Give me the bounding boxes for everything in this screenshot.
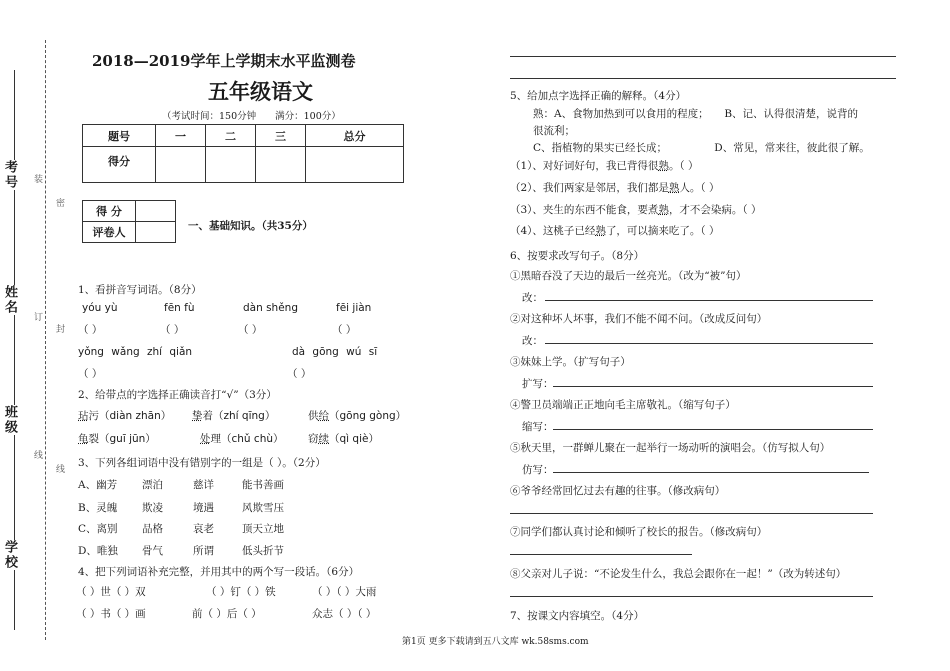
q4-idiom[interactable]: （ ）世（ ）双 (76, 586, 146, 598)
answer-line[interactable] (553, 386, 873, 387)
grader-box (82, 200, 176, 243)
q2-options[interactable]: （gōng gòng） (329, 410, 407, 422)
answer-line[interactable] (553, 429, 873, 430)
q2-item (192, 408, 275, 423)
section1-title: 一、基础知识。（共35分） (188, 220, 313, 232)
q2-dotted-char: 给 (318, 410, 329, 422)
score-cell[interactable] (156, 147, 206, 183)
field-class: 班级 (2, 405, 17, 435)
q3-word: 慈详 (193, 479, 214, 491)
q6-answer-label: 仿写： (522, 464, 554, 476)
q5-dotted-char: 熟 (668, 182, 680, 194)
q1-pinyin: yǒng wǎng zhí qiǎn (78, 346, 193, 358)
q3-word: B、灵魄 (78, 502, 118, 514)
q3-word: 欺凌 (142, 502, 163, 514)
q5-definition: 很流利； (533, 125, 575, 137)
q6-answer-label: 扩写： (522, 378, 554, 390)
q6-question: ②对这种坏人坏事，我们不能不闻不问。（改成反问句） (510, 313, 768, 325)
grader-score-label: 得 分 (83, 201, 136, 222)
q5-item[interactable] (510, 202, 762, 217)
score-row-label: 得分 (83, 147, 156, 183)
q4-idiom[interactable]: 前（ ）后（ ） (192, 608, 262, 620)
q3-word: C、离别 (78, 523, 118, 535)
page-title: 五年级语文 (208, 79, 313, 104)
q6-question: ④警卫员端端正正地向毛主席敬礼。（缩写句子） (510, 399, 736, 411)
q6-answer-label: 改： (522, 292, 543, 304)
q2-item (200, 431, 284, 446)
q5-dotted-char: 熟 (658, 160, 669, 172)
q2-dotted-char: 龟 (78, 433, 89, 445)
answer-line[interactable] (545, 300, 873, 301)
q6-question: ①黑暗吞没了天边的最后一丝亮光。（改为“被”句） (510, 270, 747, 282)
q3-word: 风欺雪压 (242, 502, 284, 514)
q5-text: 了，可以摘来吃了。（ ） (605, 225, 720, 237)
q3-option[interactable] (78, 500, 117, 515)
q3-word: D、唯独 (78, 545, 118, 557)
score-cell[interactable] (306, 147, 404, 183)
q6-title: 6、按要求改写句子。（8分） (510, 250, 645, 262)
q2-char: 着 (202, 410, 213, 422)
q6-question: ⑤秋天里，一群蝉儿聚在一起举行一场动听的演唱会。（仿写拟人句） (510, 442, 831, 454)
answer-line[interactable] (510, 56, 896, 57)
q5-dotted-char: 熟 (658, 204, 669, 216)
q4-title: 4、把下列词语补充完整，并用其中的两个写一段话。（6分） (78, 566, 360, 578)
q5-text: （4）、这桃子已经 (510, 225, 596, 237)
grader-name-label: 评卷人 (83, 222, 136, 243)
q3-title: 3、下列各组词语中没有错别字的一组是（ ）。（2分） (78, 457, 326, 469)
q5-definition: C、指植物的果实已经长成； D、常见，常来往，彼此很了解。 (533, 142, 870, 154)
q1-pinyin: fēi jiàn (336, 302, 372, 314)
q3-option[interactable] (78, 543, 118, 558)
seal-char: 线 (56, 465, 66, 475)
q2-dotted-char: 续 (318, 433, 329, 445)
q5-text: ，才不会染病。（ ） (668, 204, 762, 216)
q1-blank[interactable]: （ ） (78, 324, 103, 336)
q4-idiom[interactable]: 众志（ ）（ ） (312, 608, 377, 620)
q2-item (78, 431, 156, 446)
grader-score-cell[interactable] (136, 201, 176, 222)
q2-options[interactable]: （guī jūn） (99, 433, 156, 445)
q2-dotted-char: 处 (200, 433, 211, 445)
grader-name-cell[interactable] (136, 222, 176, 243)
q7-title: 7、按课文内容填空。（4分） (510, 610, 645, 622)
answer-line[interactable] (510, 554, 692, 555)
score-table-header: 三 (256, 125, 306, 147)
q5-title: 5、给加点字选择正确的解释。（4分） (510, 90, 687, 102)
answer-line[interactable] (510, 596, 873, 597)
q6-question: ⑧父亲对儿子说：“不论发生什么，我总会跟你在一起！”（改为转述句） (510, 568, 847, 580)
q2-char: 供 (308, 410, 319, 422)
q5-text: （2）、我们两家是邻居，我们都是 (510, 182, 669, 194)
q2-item (308, 408, 406, 423)
page-footer: 第1页 更多下载请到五八文库 wk.58sms.com (402, 637, 589, 647)
q6-answer-label: 改： (522, 335, 543, 347)
field-name: 姓名 (2, 285, 17, 315)
q5-dotted-char: 熟 (595, 225, 606, 237)
q1-blank[interactable]: （ ） (332, 324, 357, 336)
q3-word: 境遇 (193, 502, 214, 514)
answer-line[interactable] (510, 78, 896, 79)
q1-pinyin: dà gōng wú sī (292, 346, 378, 358)
q2-dotted-char: 挚 (192, 410, 203, 422)
seal-char: 装 (34, 175, 44, 185)
q2-options[interactable]: （qì qiè） (329, 433, 379, 445)
q6-question: ⑦同学们都认真讨论和倾听了校长的报告。（修改病句） (510, 526, 768, 538)
binding-line-seal (45, 40, 46, 640)
q1-blank[interactable]: （ ） (160, 324, 185, 336)
q3-option[interactable] (78, 477, 117, 492)
q2-options[interactable]: （diàn zhān） (99, 410, 172, 422)
score-table (82, 124, 404, 183)
q1-pinyin: dàn shěng (243, 302, 298, 314)
field-exam-number: 考号 (2, 160, 17, 190)
score-cell[interactable] (206, 147, 256, 183)
q5-text: （1）、对好词好句，我已背得很 (510, 160, 659, 172)
q6-question: ⑥爷爷经常回忆过去有趣的往事。（修改病句） (510, 485, 726, 497)
score-table-header: 二 (206, 125, 256, 147)
q2-char: 污 (88, 410, 99, 422)
q5-text: 。（ ） (668, 160, 699, 172)
seal-char: 密 (56, 199, 66, 209)
q2-char: 理 (210, 433, 221, 445)
q4-idiom[interactable]: （ ）钉（ ）铁 (206, 586, 276, 598)
score-table-header: 总分 (306, 125, 404, 147)
q6-question: ③妹妹上学。（扩写句子） (510, 356, 631, 368)
q5-item[interactable] (510, 180, 720, 195)
q1-blank[interactable]: （ ） (287, 368, 312, 380)
q3-word: 骨气 (142, 545, 163, 557)
q3-option[interactable] (78, 521, 118, 536)
q1-pinyin: yóu yù (82, 302, 118, 314)
q6-answer-label: 缩写： (522, 421, 554, 433)
score-table-header: 一 (156, 125, 206, 147)
q3-word: A、幽芳 (78, 479, 118, 491)
q5-text: 人。（ ） (679, 182, 720, 194)
q4-idiom[interactable]: （ ）书（ ）画 (76, 608, 146, 620)
seal-char: 订 (34, 313, 44, 323)
score-table-header: 题号 (83, 125, 156, 147)
q3-word: 低头折节 (242, 545, 284, 557)
q1-title: 1、看拼音写词语。（8分） (78, 284, 202, 296)
q1-blank[interactable]: （ ） (78, 368, 103, 380)
q3-word: 所谓 (193, 545, 214, 557)
q1-blank[interactable]: （ ） (238, 324, 263, 336)
seal-char: 线 (34, 451, 44, 461)
score-cell[interactable] (256, 147, 306, 183)
q1-pinyin: fēn fù (164, 302, 195, 314)
q5-item[interactable] (510, 223, 720, 238)
q3-word: 漂泊 (142, 479, 163, 491)
q5-item[interactable] (510, 158, 699, 173)
answer-line[interactable] (545, 343, 873, 344)
q3-word: 顶天立地 (242, 523, 284, 535)
q2-char: 窃 (308, 433, 319, 445)
q2-options[interactable]: （zhí qīng） (213, 410, 276, 422)
q5-definition: 熟：A、食物加热到可以食用的程度； B、记、认得很清楚，说背的 (533, 108, 859, 120)
q3-word: 能书善画 (242, 479, 284, 491)
q2-char: 裂 (88, 433, 99, 445)
seal-char: 封 (56, 325, 66, 335)
answer-line[interactable] (510, 513, 873, 514)
q2-options[interactable]: （chǔ chù） (221, 433, 284, 445)
q2-dotted-char: 玷 (78, 410, 89, 422)
q2-item (78, 408, 171, 423)
q3-word: 品格 (142, 523, 163, 535)
q4-idiom[interactable]: （ ）（ ）大雨 (312, 586, 377, 598)
field-school: 学校 (2, 540, 17, 570)
q5-text: （3）、夹生的东西不能食，要煮 (510, 204, 659, 216)
q3-word: 哀老 (193, 523, 214, 535)
answer-line[interactable] (553, 472, 869, 473)
exam-year-title: 2018—2019学年上学期末水平监测卷 (92, 52, 356, 70)
exam-info: （考试时间：150分钟 满分：100分） (162, 111, 341, 122)
q2-title: 2、给带点的字选择正确读音打“√”（3分） (78, 389, 277, 401)
q2-item (308, 431, 379, 446)
